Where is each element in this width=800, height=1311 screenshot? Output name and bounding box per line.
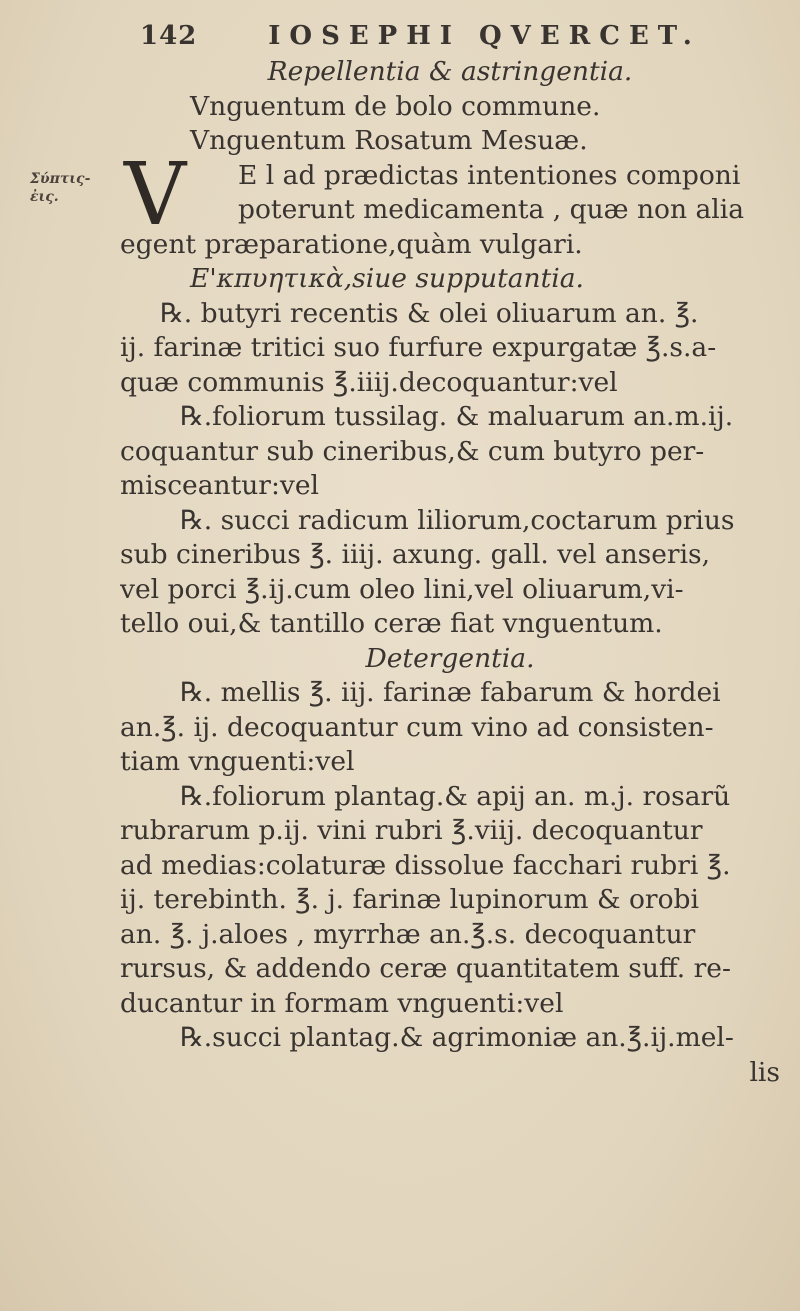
text-line: ad medias:colaturæ dissolue facchari rubri ℥. [120, 849, 731, 881]
page-number: 142 [140, 21, 198, 51]
margin-note: Σύπτις-ἐις. [30, 171, 91, 205]
recipe-line: ℞.foliorum tussilag. & maluarum an.m.ij. [180, 401, 734, 432]
text-line: rubrarum p.ij. vini rubri ℥.viij. decoquantur [120, 815, 703, 846]
recipe-line: ℞. butyri recentis & olei oliuarum an. ℥. [160, 297, 699, 329]
text-line: quæ communis ℥.iiij.decoquantur:vel [120, 366, 618, 398]
text-line: an. ℥. j.aloes , myrrhæ an.℥.s. decoquantur [120, 918, 696, 950]
text-line: rursus, & addendo ceræ quantitatem suff. re- [120, 953, 731, 984]
text-line: misceantur:vel [120, 470, 320, 501]
running-head [140, 16, 780, 56]
drop-cap: V [124, 145, 187, 245]
text-line: Vnguentum Rosatum Mesuæ. [190, 125, 588, 156]
recipe-line: ℞.foliorum plantag.& apij an. m.j. rosarũ [180, 780, 731, 812]
section-heading: Repellentia & astringentia. [267, 56, 633, 87]
running-title: IOSEPHI QVERCET. [268, 21, 701, 51]
section-heading: Detergentia. [365, 642, 535, 674]
text-line: ducantur in formam vnguenti:vel [120, 987, 564, 1019]
text-line: egent præparatione,quàm vulgari. [120, 228, 583, 260]
text-line: ij. farinæ tritici suo furfure expurgatæ ℥.s.a- [120, 332, 717, 363]
text-line: vel porci ℥.ij.cum oleo lini,vel oliuarum,vi- [120, 573, 684, 605]
text-line: E l ad prædictas intentiones componi [238, 159, 741, 191]
text-line: poterunt medicamenta , quæ non alia [238, 194, 745, 225]
text-line: an.℥. ij. decoquantur cum vino ad consisten- [120, 711, 714, 743]
recipe-line: ℞. succi radicum liliorum,coctarum prius [180, 504, 735, 536]
recipe-line: ℞.succi plantag.& agrimoniæ an.℥.ij.mel- [180, 1022, 734, 1053]
text-line: Vnguentum de bolo commune. [190, 90, 601, 122]
catchword: lis [749, 1056, 780, 1088]
text-line: ij. terebinth. ℥. j. farinæ lupinorum & orobi [120, 884, 699, 915]
main-text [120, 55, 780, 1090]
text-line: sub cineribus ℥. iiij. axung. gall. vel anseris, [120, 539, 711, 570]
subheading: E'κπυητικὰ,siue supputantia. [190, 263, 584, 294]
text-line: tiam vnguenti:vel [120, 746, 355, 777]
recipe-line: ℞. mellis ℥. iij. farinæ fabarum & hordei [180, 677, 721, 708]
text-line: coquantur sub cineribus,& cum butyro per- [120, 435, 705, 467]
text-line: tello oui,& tantillo ceræ fiat vnguentum. [120, 608, 663, 639]
